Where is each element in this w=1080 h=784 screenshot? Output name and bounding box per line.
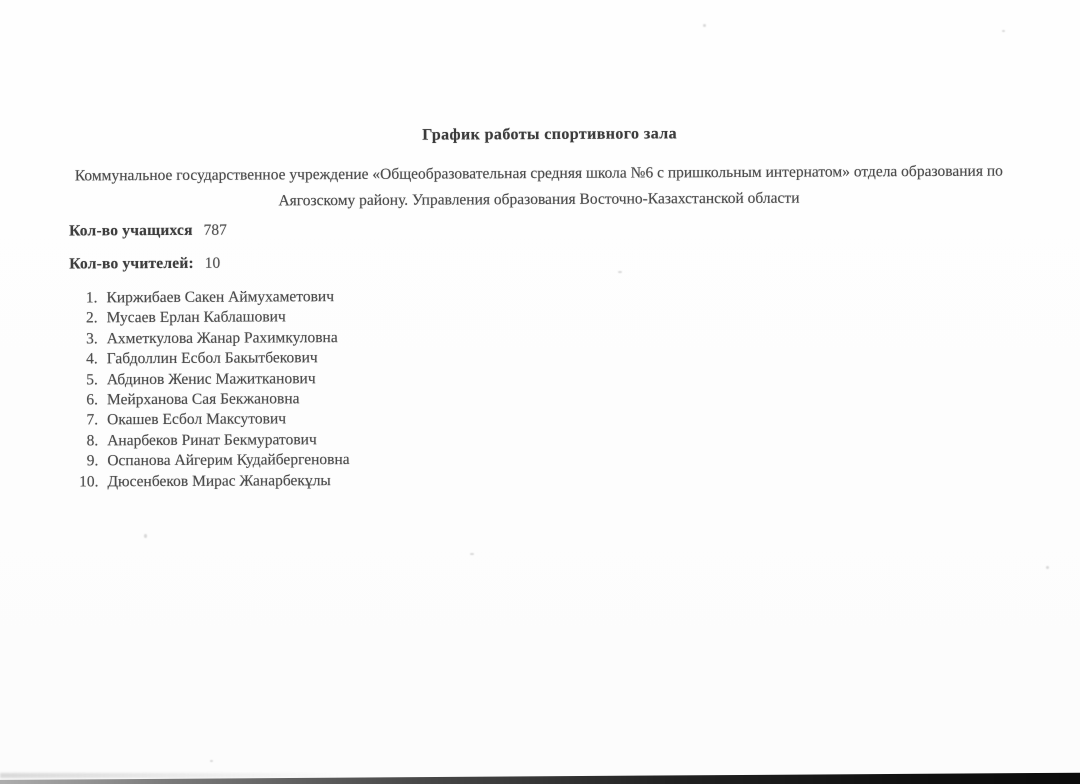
- teacher-name: Мейрханова Сая Бекжановна: [106, 390, 300, 409]
- list-item: [74, 369, 349, 391]
- list-item-number: 6.: [86, 391, 99, 409]
- list-item-number: 9.: [86, 452, 99, 470]
- institution-line-1: Коммунальное государственное учреждение «Общеобразовательная средняя школа №6 с пришкольным интернатом» отдела образования по: [74, 162, 1003, 185]
- institution-line-2: Аягозскому району. Управления образования Восточно-Казахстанской области: [278, 189, 800, 210]
- teacher-name: Габдоллин Есбол Бакытбекович: [106, 349, 318, 368]
- scan-speck: [144, 534, 147, 538]
- list-item-number: 2.: [85, 309, 98, 327]
- list-item-number: 10.: [79, 472, 99, 490]
- teacher-name: Оспанова Айгерим Кудайбергеновна: [107, 451, 350, 470]
- teacher-list: [73, 287, 349, 492]
- list-item: [74, 409, 349, 431]
- teacher-name: Абдинов Женис Мажитканович: [106, 369, 316, 388]
- list-item: [73, 287, 348, 309]
- teachers-count-value: 10: [204, 254, 221, 272]
- teacher-name: Окашев Есбол Максутович: [107, 410, 287, 429]
- teacher-name: Киржибаев Сакен Аймухаметович: [106, 288, 335, 307]
- scan-speck: [470, 553, 474, 555]
- teacher-name: Дюсенбеков Мирас Жанарбекұлы: [107, 471, 331, 490]
- list-item-number: 3.: [86, 330, 98, 348]
- document-title: График работы спортивного зала: [422, 125, 678, 144]
- list-item-number: 1.: [85, 289, 98, 307]
- list-item: [74, 471, 349, 493]
- list-item-number: 4.: [86, 350, 98, 368]
- teacher-name: Ахметкулова Жанар Рахимкуловна: [106, 328, 338, 348]
- teachers-count-label: Кол-во учителей:: [69, 254, 194, 273]
- scan-speck: [618, 271, 622, 273]
- list-item: [74, 430, 349, 452]
- scan-speck: [210, 760, 213, 762]
- list-item: [74, 328, 349, 350]
- scan-speck: [703, 24, 706, 27]
- students-count-label: Кол-во учащихся: [69, 221, 193, 240]
- teachers-count-line: [69, 255, 220, 274]
- teacher-name: Мусаев Ерлан Каблашович: [106, 308, 286, 327]
- scan-speck: [1002, 30, 1005, 32]
- students-count-value: 787: [203, 221, 227, 239]
- students-count-line: [69, 222, 227, 241]
- scan-edge-haze: [0, 773, 340, 778]
- list-item: [74, 389, 349, 411]
- list-item: [74, 307, 349, 329]
- scan-speck: [1046, 566, 1049, 569]
- list-item: [74, 348, 349, 370]
- teacher-name: Анарбеков Ринат Бекмуратович: [107, 430, 317, 450]
- list-item-number: 7.: [86, 411, 99, 429]
- list-item: [74, 450, 349, 472]
- list-item-number: 8.: [86, 432, 99, 450]
- institution-paragraph: [37, 158, 1041, 215]
- list-item-number: 5.: [86, 370, 98, 388]
